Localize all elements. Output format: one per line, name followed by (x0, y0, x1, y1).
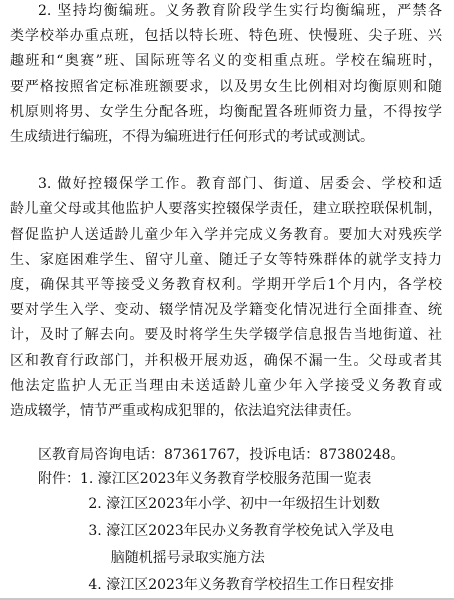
text-line: 区和教育行政部门，并积极开展劝返，确保不漏一生。父母或者其 (10, 353, 442, 369)
text-line: 趣班和“奥赛”班、国际班等名义的变相重点班。学校在编班时， (10, 53, 442, 69)
text-line: 造成辍学，情节严重或构成犯罪的，依法追究法律责任。 (10, 403, 360, 419)
text-line: 2. 濠江区2023年小学、初中一年级招生计划数 (88, 496, 380, 512)
text-line: 3. 濠江区2023年民办义务教育学校免试入学及电 (88, 523, 394, 539)
text-line: 类学校举办重点班，包括以特长班、特色班、快慢班、尖子班、兴 (10, 28, 442, 44)
text-line: 度，确保其平等接受义务教育权利。学期开学后1个月内，各学校 (10, 277, 442, 293)
text-line: 计，及时了解去向。要及时将学生失学辍学信息报告当地街道、社 (10, 327, 442, 343)
text-line: 机原则将男、女学生分配各班，均衡配置各班师资力量，不得按学 (10, 104, 442, 120)
text-line: 3. 做好控辍保学工作。教育部门、街道、居委会、学校和适 (38, 176, 442, 192)
text-line: 生成绩进行编班，不得为编班进行任何形式的考试或测试。 (10, 129, 374, 145)
text-line: 附件：1. 濠江区2023年义务教育学校服务范围一览表 (38, 471, 372, 487)
text-line: 4. 濠江区2023年义务教育学校招生工作日程安排 (88, 577, 394, 593)
text-line: 督促监护人送适龄儿童少年入学并完成义务教育。要加大对残疾学 (10, 227, 442, 243)
text-line: 生、家庭困难学生、留守儿童、随迁子女等特殊群体的就学支持力 (10, 252, 442, 268)
text-line: 龄儿童父母或其他监护人要落实控辍保学责任，建立联控联保机制， (10, 201, 442, 217)
text-line: 要严格按照省定标准班额要求，以及男女生比例相对均衡原则和随 (10, 79, 442, 95)
text-line: 脑随机摇号录取实施方法 (110, 550, 265, 566)
text-line: 他法定监护人无正当理由未送适龄儿童少年入学接受义务教育或 (10, 378, 442, 394)
text-line: 要对学生入学、变动、辍学情况及学籍变化情况进行全面排查、统 (10, 302, 442, 318)
text-line: 区教育局咨询电话：87361767，投诉电话：87380248。 (38, 447, 405, 463)
text-line: 2. 坚持均衡编班。义务教育阶段学生实行均衡编班，严禁各 (38, 3, 442, 19)
